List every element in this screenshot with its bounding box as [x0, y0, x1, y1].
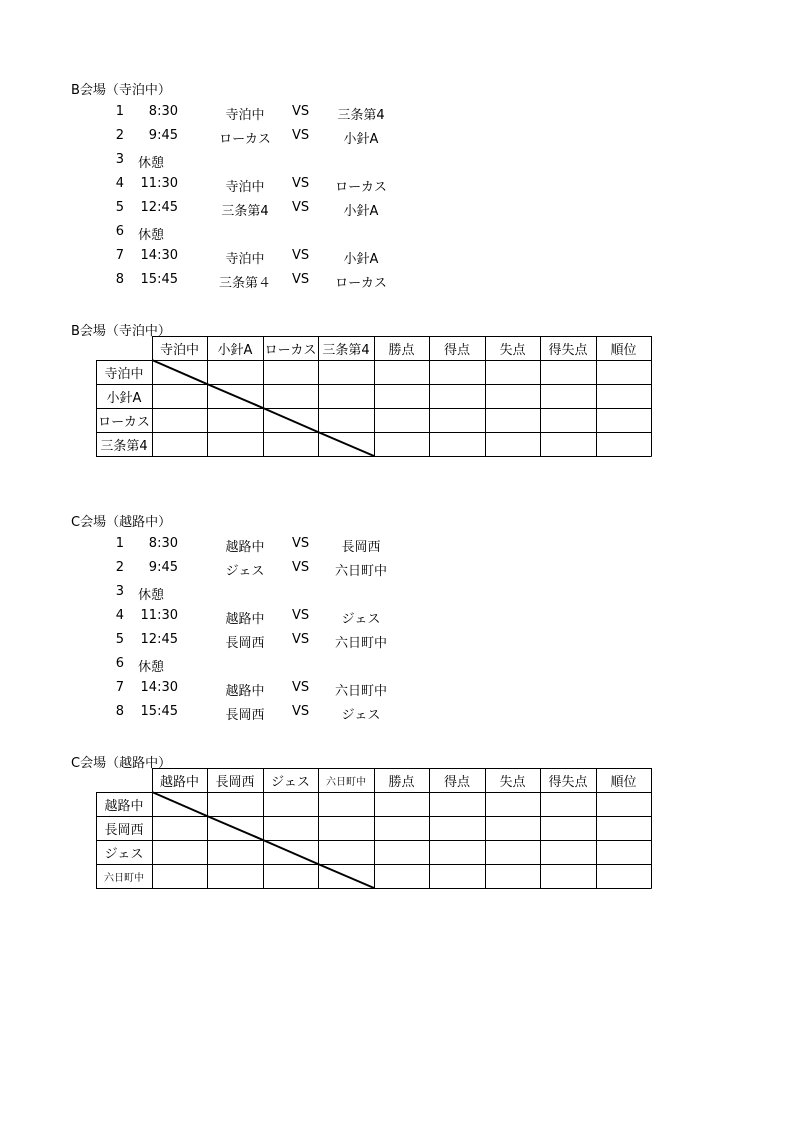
home-team: 三条第4: [221, 204, 269, 219]
vs-label: VS: [292, 704, 310, 719]
break-label: 休憩: [138, 228, 165, 243]
match-row: [0, 200, 794, 220]
diagonal-slash: [318, 432, 374, 456]
match-number: 5: [115, 632, 124, 647]
column-header: 失点: [499, 342, 526, 358]
column-header: 越路中: [159, 774, 199, 790]
match-number: 4: [115, 176, 124, 191]
away-team: ジェス: [341, 708, 381, 723]
diagonal-slash: [152, 792, 207, 816]
match-time: 9:45: [148, 128, 178, 143]
row-header: 六日町中: [104, 872, 144, 884]
vs-label: VS: [292, 536, 310, 551]
away-team: ジェス: [341, 612, 381, 627]
match-number: 7: [115, 248, 124, 263]
match-row: [0, 680, 794, 700]
column-header: 小針A: [217, 342, 253, 358]
match-row: [0, 560, 794, 580]
away-team: 小針A: [343, 204, 379, 219]
match-row: [0, 584, 794, 604]
home-team: 三条第４: [218, 276, 271, 291]
match-time: 15:45: [140, 704, 178, 719]
section-title: C会場（越路中）: [71, 515, 172, 530]
column-header: 寺泊中: [159, 342, 199, 358]
match-time: 9:45: [148, 560, 178, 575]
match-time: 14:30: [140, 248, 178, 263]
standings-table: [96, 768, 652, 889]
vs-label: VS: [292, 560, 310, 575]
match-time: 11:30: [140, 608, 178, 623]
match-number: 3: [115, 584, 124, 599]
match-time: 12:45: [140, 200, 178, 215]
match-number: 1: [115, 536, 124, 551]
column-header: 得点: [443, 342, 470, 358]
column-header: 順位: [610, 774, 637, 790]
match-row: [0, 656, 794, 676]
row-header: 寺泊中: [104, 366, 144, 382]
row-header: ジェス: [104, 846, 144, 862]
home-team: 寺泊中: [225, 252, 265, 267]
home-team: 越路中: [225, 684, 265, 699]
column-header: 長岡西: [215, 774, 255, 790]
match-number: 5: [115, 200, 124, 215]
match-number: 6: [115, 224, 124, 239]
column-header: ローカス: [264, 342, 317, 358]
diagonal-slash: [207, 816, 263, 840]
table-title: B会場（寺泊中）: [71, 324, 171, 339]
table-grid-lines: [96, 768, 652, 889]
row-header: ローカス: [98, 414, 150, 430]
vs-label: VS: [292, 104, 310, 119]
column-header: 勝点: [388, 342, 415, 358]
match-row: [0, 248, 794, 268]
table-grid-lines: [96, 336, 652, 457]
vs-label: VS: [292, 248, 310, 263]
row-header: 長岡西: [104, 822, 144, 838]
vs-label: VS: [292, 176, 310, 191]
break-label: 休憩: [138, 156, 165, 171]
vs-label: VS: [292, 200, 310, 215]
diagonal-slash: [263, 408, 318, 432]
column-header: 得失点: [548, 774, 588, 790]
away-team: 小針A: [343, 132, 379, 147]
match-row: [0, 128, 794, 148]
match-row: [0, 608, 794, 628]
match-number: 6: [115, 656, 124, 671]
diagonal-slash: [207, 384, 263, 408]
column-header: 六日町中: [326, 776, 366, 788]
match-time: 14:30: [140, 680, 178, 695]
match-row: [0, 632, 794, 652]
vs-label: VS: [292, 632, 310, 647]
away-team: 長岡西: [341, 540, 381, 555]
away-team: 六日町中: [334, 636, 387, 651]
vs-label: VS: [292, 680, 310, 695]
column-header: 順位: [610, 342, 637, 358]
match-number: 2: [115, 560, 124, 575]
away-team: ローカス: [335, 276, 387, 291]
away-team: 六日町中: [334, 564, 387, 579]
standings-table: [96, 336, 652, 457]
match-number: 7: [115, 680, 124, 695]
column-header: 勝点: [388, 774, 415, 790]
break-label: 休憩: [138, 660, 165, 675]
match-row: [0, 536, 794, 556]
vs-label: VS: [292, 608, 310, 623]
match-number: 8: [115, 704, 124, 719]
match-time: 12:45: [140, 632, 178, 647]
away-team: 小針A: [343, 252, 379, 267]
away-team: 六日町中: [334, 684, 387, 699]
match-time: 11:30: [140, 176, 178, 191]
home-team: 越路中: [225, 612, 265, 627]
vs-label: VS: [292, 128, 310, 143]
away-team: ローカス: [335, 180, 387, 195]
vs-label: VS: [292, 272, 310, 287]
home-team: 長岡西: [225, 708, 265, 723]
column-header: ジェス: [271, 774, 310, 790]
diagonal-slash: [263, 840, 318, 864]
match-number: 2: [115, 128, 124, 143]
home-team: 寺泊中: [225, 180, 265, 195]
column-header: 三条第4: [322, 342, 370, 358]
match-number: 3: [115, 152, 124, 167]
home-team: 寺泊中: [225, 108, 265, 123]
match-row: [0, 272, 794, 292]
table-title: C会場（越路中）: [71, 756, 172, 771]
home-team: 越路中: [225, 540, 265, 555]
column-header: 得点: [443, 774, 470, 790]
section-title: B会場（寺泊中）: [71, 83, 171, 98]
match-row: [0, 104, 794, 124]
match-number: 4: [115, 608, 124, 623]
row-header: 小針A: [106, 390, 142, 406]
match-row: [0, 176, 794, 196]
match-time: 8:30: [148, 104, 178, 119]
home-team: ローカス: [219, 132, 271, 147]
match-row: [0, 152, 794, 172]
row-header: 越路中: [104, 798, 144, 814]
column-header: 得失点: [548, 342, 588, 358]
match-time: 15:45: [140, 272, 178, 287]
row-header: 三条第4: [100, 438, 148, 454]
match-row: [0, 224, 794, 244]
match-row: [0, 704, 794, 724]
diagonal-slash: [152, 360, 207, 384]
column-header: 失点: [499, 774, 526, 790]
home-team: ジェス: [225, 564, 265, 579]
home-team: 長岡西: [225, 636, 265, 651]
break-label: 休憩: [138, 588, 165, 603]
away-team: 三条第4: [337, 108, 385, 123]
match-time: 8:30: [148, 536, 178, 551]
diagonal-slash: [318, 864, 374, 888]
match-number: 8: [115, 272, 124, 287]
match-number: 1: [115, 104, 124, 119]
